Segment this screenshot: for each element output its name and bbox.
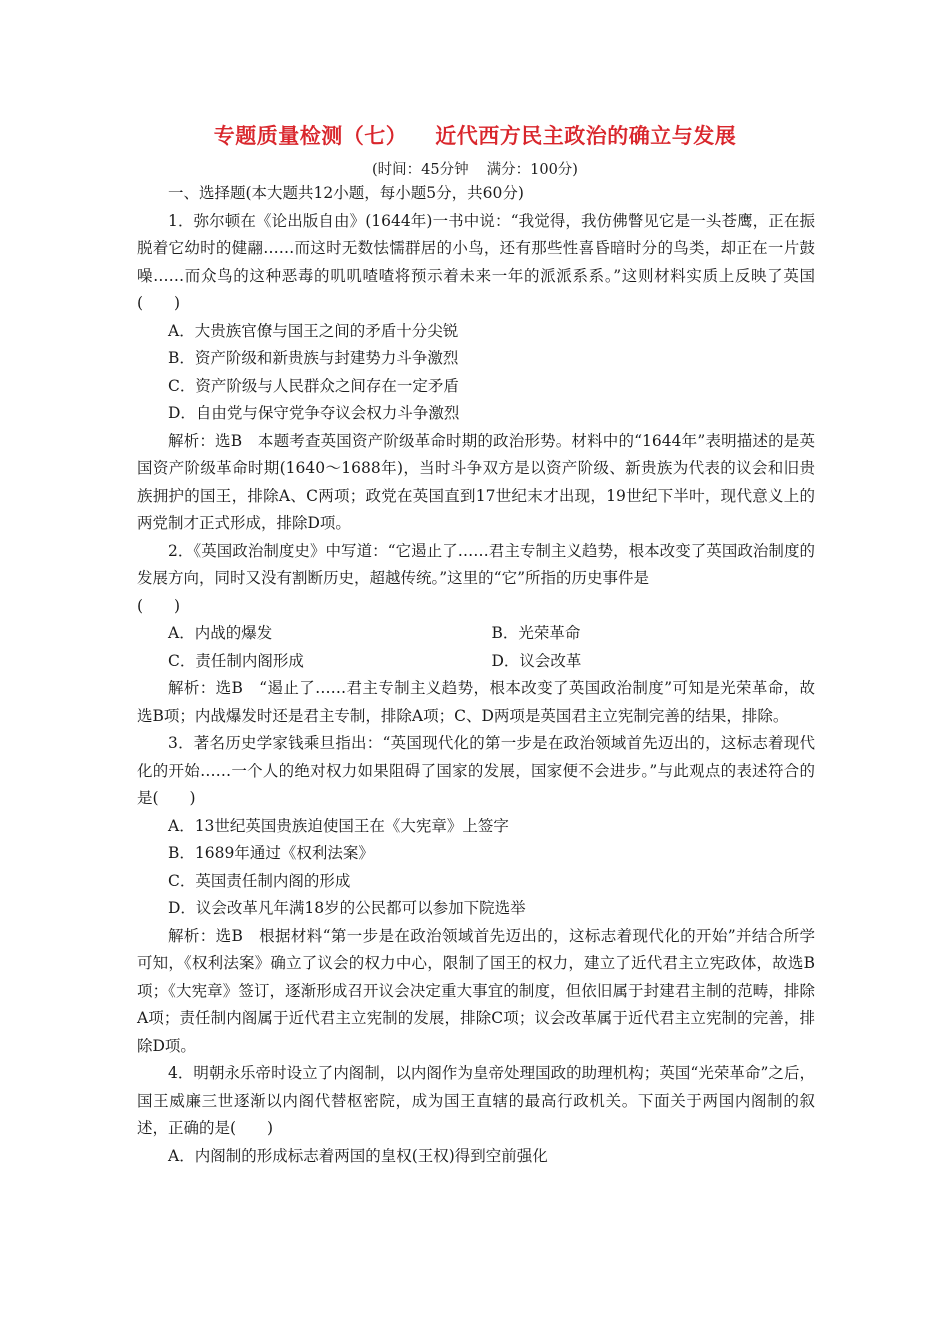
time-limit: (时间：45分钟 <box>372 162 469 178</box>
option-d: D．自由党与保守党争夺议会权力斗争激烈 <box>168 404 460 422</box>
option-a: A．13世纪英国贵族迫使国王在《大宪章》上签字 <box>168 816 509 835</box>
question-stem: 4．明朝永乐帝时设立了内阁制，以内阁作为皇帝处理国政的助理机构；英国“光荣革命”之后，国王威廉三世逐渐以内阁代替枢密院，成为国王直辖的最高行政机关。下面关于两国内阁制的叙述，正确的是( ) <box>137 1064 815 1137</box>
option-c: C．责任制内阁形成 <box>168 651 304 670</box>
analysis: 解析：选B “遏止了……君主专制主义趋势，根本改变了英国政治制度”可知是光荣革命，故选B项；内战爆发时还是君主专制，排除A项；C、D两项是英国君主立宪制完善的结果，排除。 <box>137 679 815 725</box>
page-title <box>0 120 950 150</box>
option-d: D．议会改革凡年满18岁的公民都可以参加下院选举 <box>168 899 526 917</box>
option-a: A．内战的爆发 <box>168 624 273 642</box>
exam-info <box>0 158 950 179</box>
question-3 <box>137 730 815 1060</box>
question-1 <box>137 208 815 538</box>
option-b: B．1689年通过《权利法案》 <box>168 844 374 862</box>
option-b: B．资产阶级和新贵族与封建势力斗争激烈 <box>168 349 459 367</box>
answer-paren: ( ) <box>137 596 181 615</box>
option-a: A．大贵族官僚与国王之间的矛盾十分尖锐 <box>168 321 459 340</box>
question-stem: 3．著名历史学家钱乘旦指出：“英国现代化的第一步是在政治领域首先迈出的，这标志着现代化的开始……一个人的绝对权力如果阻碍了国家的发展，国家便不会进步。”与此观点的表述符合的是( ) <box>137 734 815 807</box>
option-b: B．光荣革命 <box>491 624 581 642</box>
question-4 <box>137 1060 815 1170</box>
option-c: C．英国责任制内阁的形成 <box>168 871 351 890</box>
question-stem: 2．《英国政治制度史》中写道：“它遏止了……君主专制主义趋势，根本改变了英国政治制度的发展方向，同时又没有割断历史，超越传统。”这里的“它”所指的历史事件是 <box>137 541 815 587</box>
options-row <box>137 620 815 648</box>
content <box>137 180 815 1170</box>
analysis: 解析：选B 本题考查英国资产阶级革命时期的政治形势。材料中的“1644年”表明描述的是英国资产阶级革命时期(1640～1688年)，当时斗争双方是以资产阶级、新贵族为代表的议会和旧贵族拥护的国王，排除A、C两项；政党在英国直到17世纪末才出现，19世纪下半叶，现代意义上的两党制才正式形成，排除D项。 <box>137 431 815 532</box>
options-row <box>137 648 815 676</box>
full-score: 满分：100分) <box>486 162 578 178</box>
option-c: C．资产阶级与人民群众之间存在一定矛盾 <box>168 376 459 395</box>
option-d: D．议会改革 <box>491 651 582 670</box>
title-part2: 近代西方民主政治的确立与发展 <box>435 124 737 148</box>
option-a: A．内阁制的形成标志着两国的皇权(王权)得到空前强化 <box>168 1146 548 1165</box>
analysis: 解析：选B 根据材料“第一步是在政治领域首先迈出的，这标志着现代化的开始”并结合所学可知，《权利法案》确立了议会的权力中心，限制了国王的权力，建立了近代君主立宪政体，故选B项；《大宪章》签订，逐渐形成召开议会决定重大事宜的制度，但依旧属于封建君主制的范畴，排除A项；责任制内阁属于近代君主立宪制的发展，排除C项；议会改革属于近代君主立宪制的完善，排除D项。 <box>137 926 815 1055</box>
title-part1: 专题质量检测（七） <box>213 124 408 148</box>
section-heading: 一、选择题(本大题共12小题，每小题5分，共60分) <box>168 184 524 202</box>
question-stem: 1．弥尔顿在《论出版自由》(1644年)一书中说：“我觉得，我仿佛瞥见它是一头苍鹰，正在振脱着它幼时的健翮……而这时无数怯懦群居的小鸟，还有那些性喜昏暗时分的鸟类，却正在一片鼓噪……而众鸟的这种恶毒的叽叽喳喳将预示着未来一年的派派系系。”这则材料实质上反映了英国( ) <box>137 211 815 312</box>
question-2 <box>137 538 815 731</box>
